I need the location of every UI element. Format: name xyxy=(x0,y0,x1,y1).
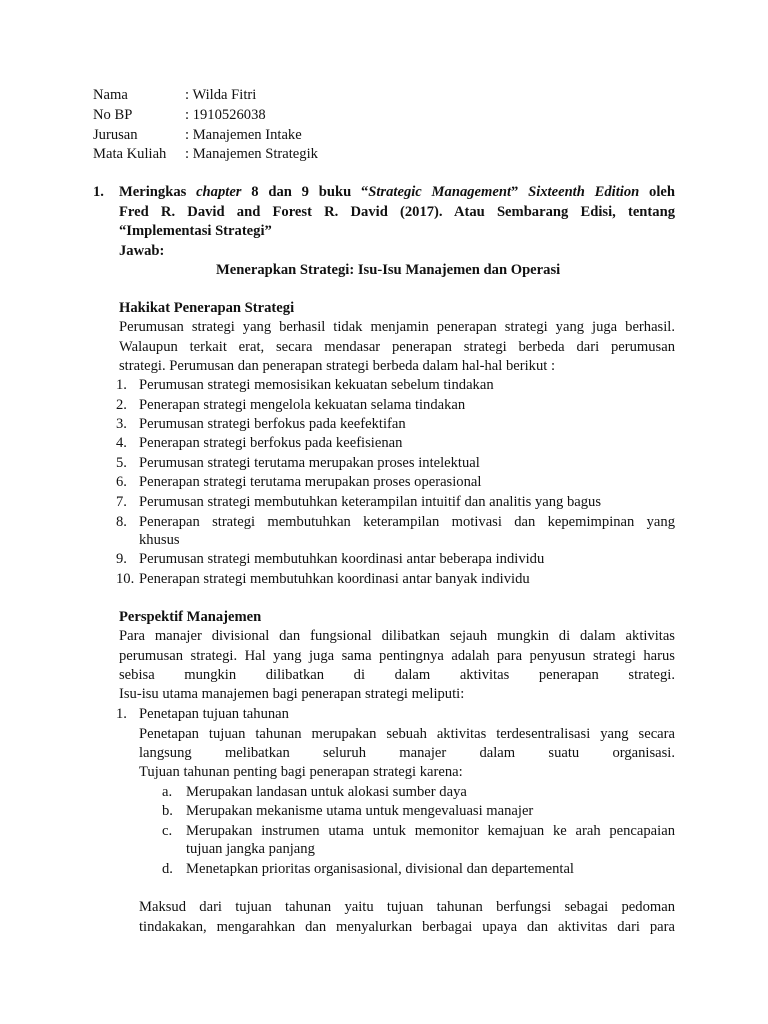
sublist-item-continuation: tujuan jangka panjang xyxy=(186,841,315,857)
closing-paragraph-line: tindakakan, mengarahkan dan menyalurkan berbagai upaya dan aktivitas dari para xyxy=(139,919,675,935)
q-text-c: 8 dan 9 buku “ xyxy=(241,184,369,200)
answer-label: Jawab: xyxy=(119,243,165,259)
list-item: Penerapan strategi membutuhkan keterampilan motivasi dan kepemimpinan yang xyxy=(139,514,675,530)
list-item: Penerapan strategi membutuhkan koordinasi antar banyak individu xyxy=(139,571,530,587)
label-nama: Nama xyxy=(93,87,128,103)
question-number: 1. xyxy=(93,184,104,200)
list-number: 2. xyxy=(116,397,127,413)
section2-paragraph-line: Para manajer divisional dan fungsional dilibatkan sejauh mungkin di dalam aktivitas xyxy=(119,628,675,644)
list-item: Penerapan strategi berfokus pada keefisienan xyxy=(139,435,403,451)
q-text-book-title: Strategic Management xyxy=(368,184,512,200)
list-item: Penetapan tujuan tahunan xyxy=(139,706,289,722)
closing-paragraph-line: Maksud dari tujuan tahunan yaitu tujuan tahunan berfungsi sebagai pedoman xyxy=(139,899,675,915)
section1-paragraph-line: Perumusan strategi yang berhasil tidak menjamin penerapan strategi yang juga berhasil. xyxy=(119,319,675,335)
list-item: Perumusan strategi memosisikan kekuatan sebelum tindakan xyxy=(139,377,494,393)
sublist-letter: a. xyxy=(162,784,173,800)
section1-paragraph-line: Walaupun terkait erat, secara mendasar penerapan strategi berbeda dari perumusan xyxy=(119,339,675,355)
list-number: 1. xyxy=(116,377,127,393)
list-number: 7. xyxy=(116,494,127,510)
label-no-bp: No BP xyxy=(93,107,133,123)
label-mata-kuliah: Mata Kuliah xyxy=(93,146,167,162)
document-title: Menerapkan Strategi: Isu-Isu Manajemen dan Operasi xyxy=(216,262,561,278)
subsection-paragraph-line: Penetapan tujuan tahunan merupakan sebuah aktivitas terdesentralisasi yang secara xyxy=(139,726,675,742)
section2-paragraph-line: sebisa mungkin dilibatkan di dalam aktivitas penerapan strategi. xyxy=(119,667,675,683)
value-nama: : Wilda Fitri xyxy=(185,87,257,103)
sublist-letter: c. xyxy=(162,823,173,839)
section2-paragraph-line: perumusan strategi. Hal yang juga sama pentingnya adalah para penyusun strategi harus xyxy=(119,648,675,664)
q-text-a: Meringkas xyxy=(119,184,197,200)
sublist-item: Merupakan landasan untuk alokasi sumber daya xyxy=(186,784,467,800)
question-line-2: Fred R. David and Forest R. David (2017). Atau Sembarang Edisi, tentang xyxy=(119,204,675,220)
list-number: 6. xyxy=(116,474,127,490)
value-no-bp: : 1910526038 xyxy=(185,107,266,123)
q-text-chapter: chapter xyxy=(196,184,242,200)
label-jurusan: Jurusan xyxy=(93,127,138,143)
q-text-edition: Sixteenth Edition xyxy=(528,184,640,200)
sublist-item: Merupakan mekanisme utama untuk mengevaluasi manajer xyxy=(186,803,534,819)
list-number: 10. xyxy=(116,571,135,587)
subsection-paragraph-line: Tujuan tahunan penting bagi penerapan strategi karena: xyxy=(139,764,463,780)
list-number: 9. xyxy=(116,551,127,567)
list-number: 4. xyxy=(116,435,127,451)
list-item: Perumusan strategi membutuhkan keterampilan intuitif dan analitis yang bagus xyxy=(139,494,602,510)
q-text-e: ” xyxy=(511,184,529,200)
question-line-3: “Implementasi Strategi” xyxy=(119,223,272,239)
value-mata-kuliah: : Manajemen Strategik xyxy=(185,146,318,162)
list-item: Perumusan strategi membutuhkan koordinasi antar beberapa individu xyxy=(139,551,545,567)
sublist-letter: b. xyxy=(162,803,173,819)
list-item: Penerapan strategi terutama merupakan proses operasional xyxy=(139,474,482,490)
list-number: 1. xyxy=(116,706,127,722)
sublist-letter: d. xyxy=(162,861,173,877)
list-number: 5. xyxy=(116,455,127,471)
section2-paragraph-line: Isu-isu utama manajemen bagi penerapan strategi meliputi: xyxy=(119,686,465,702)
section2-heading: Perspektif Manajemen xyxy=(119,609,262,625)
subsection-paragraph-line: langsung melibatkan seluruh manajer dalam suatu organisasi. xyxy=(139,745,675,761)
sublist-item: Menetapkan prioritas organisasional, divisional dan departemental xyxy=(186,861,574,877)
q-text-g: oleh xyxy=(639,184,675,200)
section1-paragraph-line: strategi. Perumusan dan penerapan strategi berbeda dalam hal-hal berikut : xyxy=(119,358,556,374)
sublist-item: Merupakan instrumen utama untuk memonitor kemajuan ke arah pencapaian xyxy=(186,823,675,839)
list-item-continuation: khusus xyxy=(139,532,180,548)
list-number: 3. xyxy=(116,416,127,432)
question-line-1 xyxy=(119,183,675,202)
list-number: 8. xyxy=(116,514,127,530)
list-item: Perumusan strategi berfokus pada keefektifan xyxy=(139,416,406,432)
value-jurusan: : Manajemen Intake xyxy=(185,127,302,143)
list-item: Penerapan strategi mengelola kekuatan selama tindakan xyxy=(139,397,466,413)
section1-heading: Hakikat Penerapan Strategi xyxy=(119,300,295,316)
list-item: Perumusan strategi terutama merupakan proses intelektual xyxy=(139,455,480,471)
